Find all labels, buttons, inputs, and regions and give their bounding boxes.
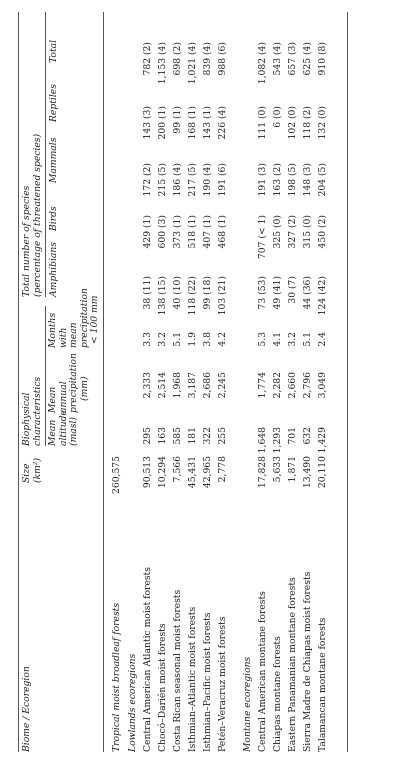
months-cell: 4.1: [272, 332, 283, 347]
total-cell: 910 (8): [317, 42, 328, 76]
table-row: [272, 0, 287, 770]
precipitation-cell: 2,245: [217, 372, 228, 399]
header-total: Total: [48, 39, 59, 63]
altitude-cell: 1,429: [317, 427, 328, 454]
header-total-species: Total number of species (percentage of threatened species): [21, 133, 43, 297]
total-cell: 543 (4): [272, 42, 283, 76]
mammals-cell: 190 (4): [202, 163, 213, 197]
lowlands-label: Lowlands ecoregions: [127, 653, 138, 752]
header-mean-altitude: Mean altitude (masl): [47, 410, 79, 446]
birds-cell: 373 (1): [172, 215, 183, 249]
altitude-cell: 585: [172, 427, 183, 445]
amphibians-cell: 138 (15): [157, 276, 168, 316]
total-cell: 839 (4): [202, 42, 213, 76]
months-cell: 5.3: [257, 332, 268, 347]
total-cell: 698 (2): [172, 42, 183, 76]
size-cell: 17,828: [257, 456, 268, 489]
birds-cell: 407 (1): [202, 215, 213, 249]
ecoregion-name: Sierra Madre de Chiapas moist forests: [302, 571, 313, 752]
months-cell: 5.1: [302, 332, 313, 347]
birds-cell: 325 (0): [272, 215, 283, 249]
size-cell: 2,778: [217, 456, 228, 483]
montane-label: Montane ecoregions: [242, 656, 253, 752]
birds-cell: 450 (2): [317, 215, 328, 249]
total-cell: 988 (6): [217, 42, 228, 76]
precipitation-cell: 1,774: [257, 372, 268, 399]
birds-cell: 600 (3): [157, 215, 168, 249]
altitude-cell: 163: [157, 427, 168, 445]
header-reptiles: Reptiles: [48, 84, 59, 122]
birds-cell: 429 (1): [142, 215, 153, 249]
mammals-cell: 217 (5): [187, 163, 198, 197]
precipitation-cell: 2,333: [142, 372, 153, 399]
mammals-cell: 204 (5): [317, 163, 328, 197]
ecoregion-name: Petén–Veracruz moist forests: [217, 616, 228, 752]
reptiles-cell: 132 (0): [317, 106, 328, 140]
precipitation-cell: 2,796: [302, 372, 313, 399]
mammals-cell: 163 (2): [272, 163, 283, 197]
altitude-cell: 701: [287, 427, 298, 445]
birds-cell: 327 (2): [287, 215, 298, 249]
total-cell: 625 (4): [302, 42, 313, 76]
months-cell: 2.4: [317, 332, 328, 347]
reptiles-cell: 102 (0): [287, 106, 298, 140]
months-cell: 3.2: [157, 332, 168, 347]
total-cell: 1,153 (4): [157, 42, 168, 85]
reptiles-cell: 111 (0): [257, 106, 268, 140]
altitude-cell: 295: [142, 427, 153, 445]
size-cell: 90,513: [142, 456, 153, 489]
table-row: [142, 0, 157, 770]
mammals-cell: 191 (6): [217, 163, 228, 197]
precipitation-cell: 2,514: [157, 372, 168, 399]
reptiles-cell: 143 (1): [202, 106, 213, 140]
table-row: [157, 0, 172, 770]
reptiles-cell: 168 (1): [187, 106, 198, 140]
total-cell: 782 (2): [142, 42, 153, 76]
birds-cell: 518 (1): [187, 215, 198, 249]
table-row: [317, 0, 332, 770]
mammals-cell: 148 (3): [302, 163, 313, 197]
ecoregion-name: Costa Rican seasonal moist forests: [172, 589, 183, 752]
amphibians-cell: 103 (21): [217, 276, 228, 316]
birds-cell: 315 (0): [302, 215, 313, 249]
precipitation-cell: 3,049: [317, 372, 328, 399]
amphibians-cell: 38 (11): [142, 276, 153, 310]
months-cell: 3.3: [142, 332, 153, 347]
header-size: Size (km²): [21, 457, 43, 483]
ecoregion-name: Central American montane forests: [257, 591, 268, 752]
precipitation-cell: 2,282: [272, 372, 283, 399]
table-row: [302, 0, 317, 770]
size-cell: 10,294: [157, 456, 168, 489]
reptiles-cell: 200 (1): [157, 106, 168, 140]
precipitation-cell: 2,660: [287, 372, 298, 399]
table-row: [287, 0, 302, 770]
mammals-cell: 198 (5): [287, 163, 298, 197]
header-mean-precipitation: Mean annual precipitation (mm): [47, 353, 90, 413]
mammals-cell: 172 (2): [142, 163, 153, 197]
precipitation-cell: 2,686: [202, 372, 213, 399]
precipitation-cell: 3,187: [187, 372, 198, 399]
biophysical-group-rule: [45, 306, 46, 446]
reptiles-cell: 143 (3): [142, 106, 153, 140]
table-bottom-rule: [347, 12, 348, 752]
ecoregion-name: Isthmian–Atlantic moist forests: [187, 606, 198, 752]
size-cell: 42,965: [202, 456, 213, 489]
reptiles-cell: 6 (0): [272, 106, 283, 128]
header-biophysical: Biophysical characteristics: [21, 376, 43, 446]
reptiles-cell: 99 (1): [172, 106, 183, 134]
altitude-cell: 1,648: [257, 427, 268, 454]
altitude-cell: 181: [187, 427, 198, 445]
header-birds: Birds: [48, 206, 59, 231]
altitude-cell: 255: [217, 427, 228, 445]
months-cell: 4.2: [217, 332, 228, 347]
total-cell: 657 (3): [287, 42, 298, 76]
altitude-cell: 1,293: [272, 427, 283, 454]
ecoregion-name: Eastern Panamanian montane forests: [287, 577, 298, 752]
size-cell: 20,110: [317, 456, 328, 489]
months-cell: 3.8: [202, 332, 213, 347]
amphibians-cell: 124 (42): [317, 276, 328, 316]
altitude-cell: 632: [302, 427, 313, 445]
mammals-cell: 186 (4): [172, 163, 183, 197]
biome-size: 260,575: [111, 456, 122, 494]
amphibians-cell: 44 (36): [302, 276, 313, 310]
biome-name: Tropical moist broadleaf forests: [111, 602, 122, 752]
months-cell: 3.2: [287, 332, 298, 347]
birds-cell: 707 (< 1): [257, 215, 268, 260]
size-cell: 13,490: [302, 456, 313, 489]
ecoregion-name: Chiapas montane forests: [272, 636, 283, 752]
birds-cell: 468 (1): [217, 215, 228, 249]
table-row: [172, 0, 187, 770]
amphibians-cell: 73 (53): [257, 276, 268, 310]
mammals-cell: 191 (3): [257, 163, 268, 197]
species-group-rule: [45, 12, 46, 297]
ecoregion-name: Central American Atlantic moist forests: [142, 567, 153, 752]
precipitation-cell: 1,968: [172, 372, 183, 399]
table-row: [257, 0, 272, 770]
reptiles-cell: 226 (4): [217, 106, 228, 140]
table-row: [202, 0, 217, 770]
mammals-cell: 215 (5): [157, 163, 168, 197]
ecoregion-name: Talamancan montane forests: [317, 617, 328, 752]
amphibians-cell: 99 (18): [202, 276, 213, 310]
reptiles-cell: 118 (2): [302, 106, 313, 140]
total-cell: 1,082 (4): [257, 42, 268, 85]
size-cell: 7,566: [172, 456, 183, 483]
header-months-low-precip: Months with mean precipitation < 100 mm: [47, 288, 100, 348]
ecoregion-name: Chocó–Darién moist forests: [157, 623, 168, 752]
amphibians-cell: 49 (41): [272, 276, 283, 310]
table-row: [187, 0, 202, 770]
header-amphibians: Amphibians: [48, 241, 59, 297]
table-row: [217, 0, 232, 770]
months-cell: 5.1: [172, 332, 183, 347]
table-top-rule: [18, 12, 19, 752]
ecoregion-name: Isthmian–Pacific moist forests: [202, 612, 213, 752]
amphibians-cell: 118 (22): [187, 276, 198, 316]
amphibians-cell: 40 (10): [172, 276, 183, 310]
size-cell: 1,871: [287, 456, 298, 483]
size-cell: 45,431: [187, 456, 198, 489]
total-cell: 1,021 (4): [187, 42, 198, 85]
altitude-cell: 322: [202, 427, 213, 445]
amphibians-cell: 30 (7): [287, 276, 298, 304]
size-cell: 5,633: [272, 456, 283, 483]
header-biome-ecoregion: Biome / Ecoregion: [21, 666, 32, 752]
header-bottom-rule: [103, 12, 104, 752]
months-cell: 1.9: [187, 332, 198, 347]
header-mammals: Mammals: [48, 137, 59, 183]
